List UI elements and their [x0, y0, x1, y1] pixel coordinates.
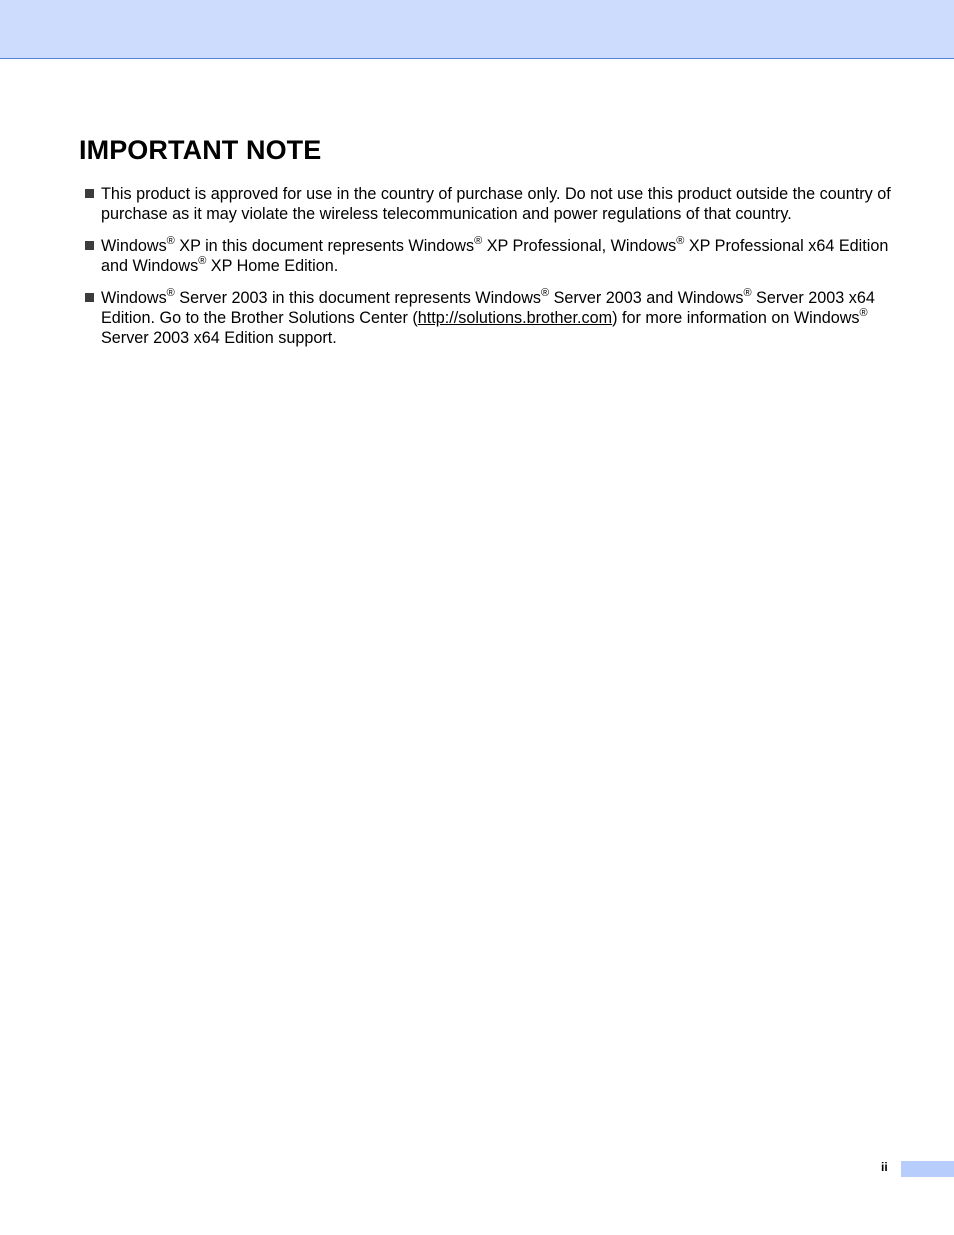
list-item — [84, 184, 894, 224]
note-text-segment: XP Home Edition. — [206, 257, 339, 275]
page-title: IMPORTANT NOTE — [79, 135, 322, 165]
registered-mark: ® — [198, 254, 207, 267]
list-item — [84, 288, 894, 348]
note-text-segment: XP Professional x64 Edition and Windows — [101, 237, 889, 275]
registered-mark: ® — [743, 286, 752, 299]
registered-mark: ® — [540, 286, 550, 299]
note-text-segment: XP in this document represents Windows — [174, 237, 475, 255]
note-text-segment: Server 2003 in this document represents Windows — [174, 289, 541, 307]
note-text-segment: Windows — [101, 289, 167, 307]
registered-mark: ® — [166, 286, 175, 299]
note-text-segment: XP Professional, Windows — [482, 237, 677, 255]
note-text: This product is approved for use in the country of purchase only. Do not use this product outside the country of purchase as it may violate the wireless telecommunication and power regulations of that country. — [101, 185, 891, 223]
solutions-center-link[interactable]: http://solutions.brother.com — [417, 309, 613, 327]
square-bullet-icon — [85, 241, 94, 250]
note-text-segment: Server 2003 x64 Edition support. — [101, 329, 337, 347]
note-text-segment: Windows — [101, 237, 167, 255]
registered-mark: ® — [676, 234, 685, 247]
registered-mark: ® — [474, 234, 483, 247]
square-bullet-icon — [85, 293, 94, 302]
notes-list — [84, 184, 894, 360]
header-band — [0, 0, 954, 59]
square-bullet-icon — [85, 189, 94, 198]
list-item — [84, 236, 894, 276]
page-tab — [901, 1161, 954, 1177]
page-number: ii — [881, 1160, 888, 1174]
registered-mark: ® — [859, 306, 868, 319]
note-text-segment: ) for more information on Windows — [612, 309, 860, 327]
note-text-segment: Server 2003 x64 Edition. Go to the Brother Solutions Center ( — [101, 289, 875, 327]
note-text-segment: Server 2003 and Windows — [549, 289, 744, 307]
registered-mark: ® — [166, 234, 175, 247]
